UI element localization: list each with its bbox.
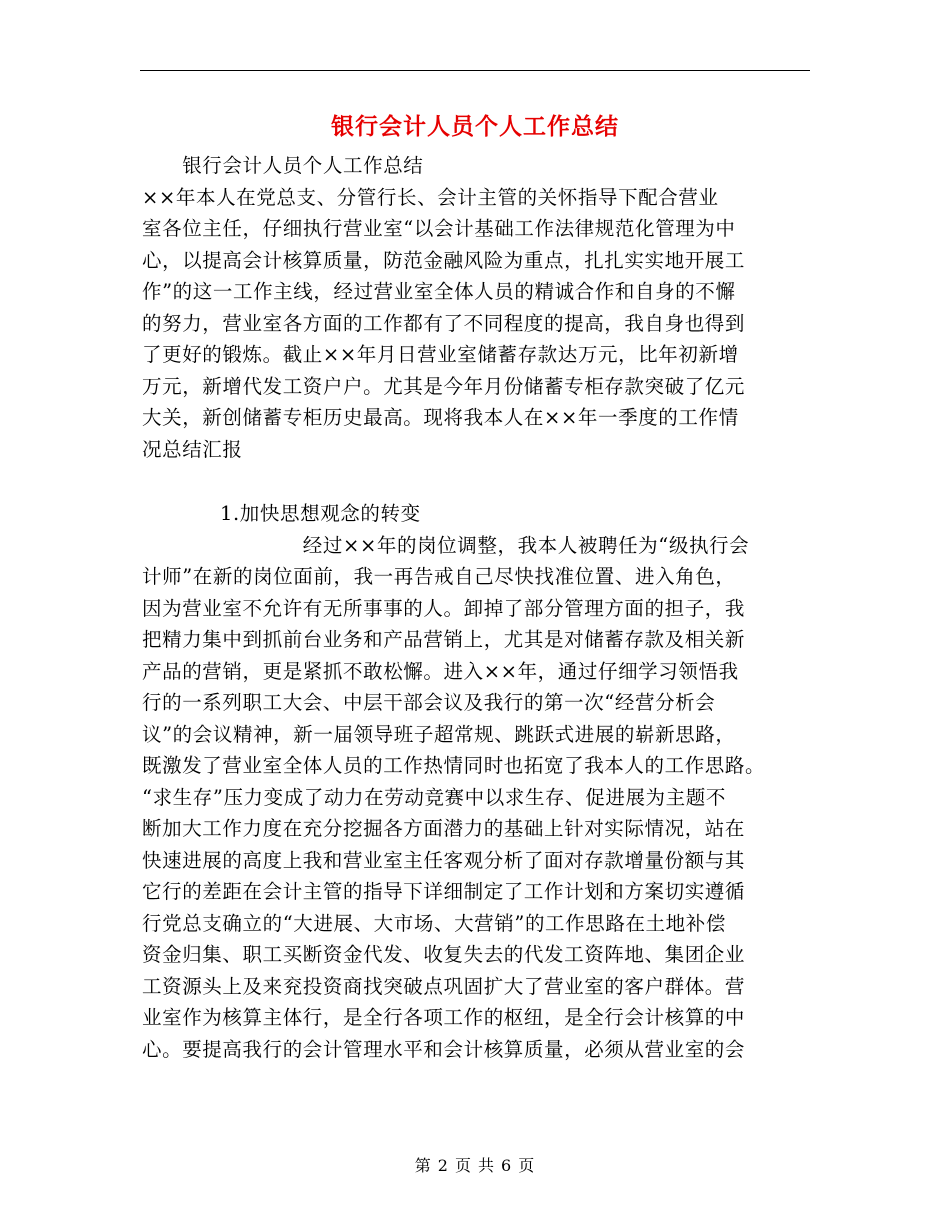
text-line: 资金归集、职工买断资金代发、收复失去的代发工资阵地、集团企业 (142, 943, 746, 966)
text-line: 大关，新创储蓄专柜历史最高。现将我本人在××年一季度的工作情 (142, 406, 739, 429)
text-line: “求生存”压力变成了动力在劳动竞赛中以求生存、促进展为主题不 (142, 785, 726, 809)
document-title: 银行会计人员个人工作总结 (331, 113, 619, 140)
total-page-count: 6 (501, 1156, 513, 1175)
text-line: ××年本人在党总支、分管行长、会计主管的关怀指导下配合营业 (142, 185, 719, 209)
text-line: 既激发了营业室全体人员的工作热情同时也拓宽了我本人的工作思路。 (142, 754, 766, 777)
text-line: 心，以提高会计核算质量，防范金融风险为重点，扎扎实实地开展工 (142, 248, 746, 272)
current-page-number: 2 (437, 1156, 449, 1175)
footer-total-word: 共 (478, 1156, 496, 1175)
footer-page-word: 页 (454, 1156, 472, 1175)
text-line: 它行的差距在会计主管的指导下详细制定了工作计划和方案切实遵循 (142, 880, 746, 903)
text-line: 断加大工作力度在充分挖掘各方面潜力的基础上针对实际情况，站在 (142, 817, 746, 840)
text-line: 况总结汇报 (142, 437, 243, 461)
text-line: 工资源头上及来兖投资商找突破点巩固扩大了营业室的客户群体。营 (142, 974, 746, 998)
paragraph-gap (142, 465, 810, 498)
text-line: 经过××年的岗位调整，我本人被聘任为“级执行会 (142, 533, 750, 557)
text-line: 把精力集中到抓前台业务和产品营销上，尤其是对储蓄存款及相关新 (142, 628, 746, 651)
section-heading: 1.加快思想观念的转变 (220, 502, 421, 525)
text-line: 快速进展的高度上我和营业室主任客观分析了面对存款增量份额与其 (142, 848, 746, 872)
text-line: 计师”在新的岗位面前，我一再告戒自己尽快找准位置、进入角色， (142, 565, 736, 588)
text-line: 银行会计人员个人工作总结 (142, 154, 424, 177)
text-line: 议”的会议精神，新一届领导班子超常规、跳跃式进展的崭新思路， (142, 722, 736, 746)
text-line: 作”的这一工作主线，经过营业室全体人员的精诚合作和自身的不懈 (142, 280, 736, 303)
footer-suffix: 页 (518, 1156, 536, 1175)
header-rule (140, 70, 810, 71)
text-line: 业室作为核算主体行，是全行各项工作的枢纽，是全行会计核算的中 (142, 1006, 746, 1029)
footer-prefix: 第 (414, 1156, 432, 1175)
text-line: 行党总支确立的“大进展、大市场、大营销”的工作思路在土地补偿 (142, 911, 726, 935)
text-line: 因为营业室不允许有无所事事的人。卸掉了部分管理方面的担子，我 (142, 596, 746, 620)
text-line: 行的一系列职工大会、中层干部会议及我行的第一次“经营分析会 (142, 691, 716, 714)
document-body (142, 150, 810, 1065)
text-line: 室各位主任，仔细执行营业室“以会计基础工作法律规范化管理为中 (142, 217, 736, 240)
page-footer (0, 1153, 950, 1176)
intro-paragraph (142, 150, 810, 465)
text-line: 了更好的锻炼。截止××年月日营业室储蓄存款达万元，比年初新增 (142, 343, 739, 366)
text-line: 产品的营销，更是紧抓不敢松懈。进入××年，通过仔细学习领悟我 (142, 659, 739, 683)
text-line: 万元，新增代发工资户户。尤其是今年月份储蓄专柜存款突破了亿元 (142, 374, 746, 398)
section-paragraph (142, 530, 810, 1066)
text-line: 心。要提高我行的会计管理水平和会计核算质量，必须从营业室的会 (142, 1037, 746, 1061)
text-line: 的努力，营业室各方面的工作都有了不同程度的提高，我自身也得到 (142, 311, 746, 335)
